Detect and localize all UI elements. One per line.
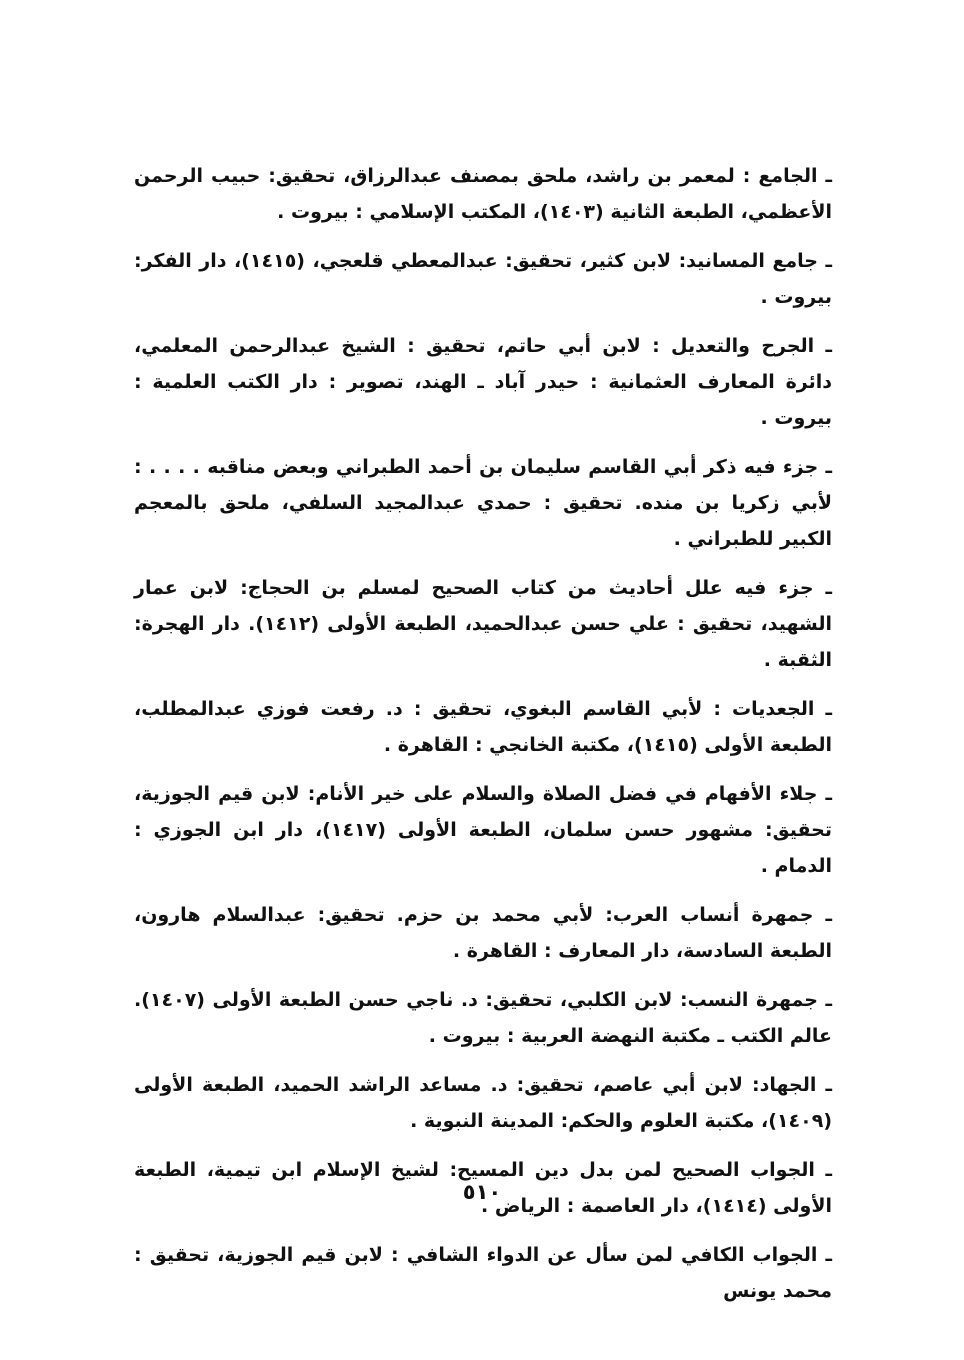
bibliography-entry: ـ الجرح والتعديل : لابن أبي حاتم، تحقيق : الشيخ عبدالرحمن المعلمي، دائرة المعارف العثمانية : حيدر آباد ـ الهند، تصوير : دار الكتب العلمية : بيروت .: [134, 335, 832, 429]
bibliography-entry: ـ جمهرة أنساب العرب: لأبي محمد بن حزم. تحقيق: عبدالسلام هارون، الطبعة السادسة، دار المعارف : القاهرة .: [134, 904, 832, 962]
page-number: ٥١٠: [462, 1180, 502, 1204]
bibliography-entry: ـ جمهرة النسب: لابن الكلبي، تحقيق: د. ناجي حسن الطبعة الأولى (١٤٠٧). عالم الكتب ـ مكتبة النهضة العربية : بيروت .: [134, 989, 832, 1047]
bibliography-entry: ـ جزء فيه ذكر أبي القاسم سليمان بن أحمد الطبراني وبعض مناقبه . . . . : لأبي زكريا بن منده. تحقيق : حمدي عبدالمجيد السلفي، ملحق بالمعجم الكبير للطبراني .: [134, 456, 832, 550]
bibliography-entry: ـ الجواب الكافي لمن سأل عن الدواء الشافي : لابن قيم الجوزية، تحقيق : محمد يونس: [134, 1244, 832, 1302]
bibliography-entry: ـ الجامع : لمعمر بن راشد، ملحق بمصنف عبدالرزاق، تحقيق: حبيب الرحمن الأعظمي، الطبعة الثانية (١٤٠٣)، المكتب الإسلامي : بيروت .: [134, 165, 832, 223]
bibliography-entry: ـ الجواب الصحيح لمن بدل دين المسيح: لشيخ الإسلام ابن تيمية، الطبعة الأولى (١٤١٤)، دار العاصمة : الرياض .: [134, 1159, 832, 1217]
bibliography-entry: ـ الجهاد: لابن أبي عاصم، تحقيق: د. مساعد الراشد الحميد، الطبعة الأولى (١٤٠٩)، مكتبة العلوم والحكم: المدينة النبوية .: [134, 1074, 832, 1132]
bibliography-list: [134, 158, 832, 1322]
bibliography-entry: ـ الجعديات : لأبي القاسم البغوي، تحقيق : د. رفعت فوزي عبدالمطلب، الطبعة الأولى (١٤١٥)، مكتبة الخانجي : القاهرة .: [134, 698, 832, 756]
bibliography-entry: ـ جامع المسانيد: لابن كثير، تحقيق: عبدالمعطي قلعجي، (١٤١٥)، دار الفكر: بيروت .: [134, 250, 832, 308]
bibliography-entry: ـ جلاء الأفهام في فضل الصلاة والسلام على خير الأنام: لابن قيم الجوزية، تحقيق: مشهور حسن سلمان، الطبعة الأولى (١٤١٧)، دار ابن الجوزي : الدمام .: [134, 783, 832, 877]
bibliography-entry: ـ جزء فيه علل أحاديث من كتاب الصحيح لمسلم بن الحجاج: لابن عمار الشهيد، تحقيق : علي حسن عبدالحميد، الطبعة الأولى (١٤١٢). دار الهجرة: الثقبة .: [134, 577, 832, 671]
